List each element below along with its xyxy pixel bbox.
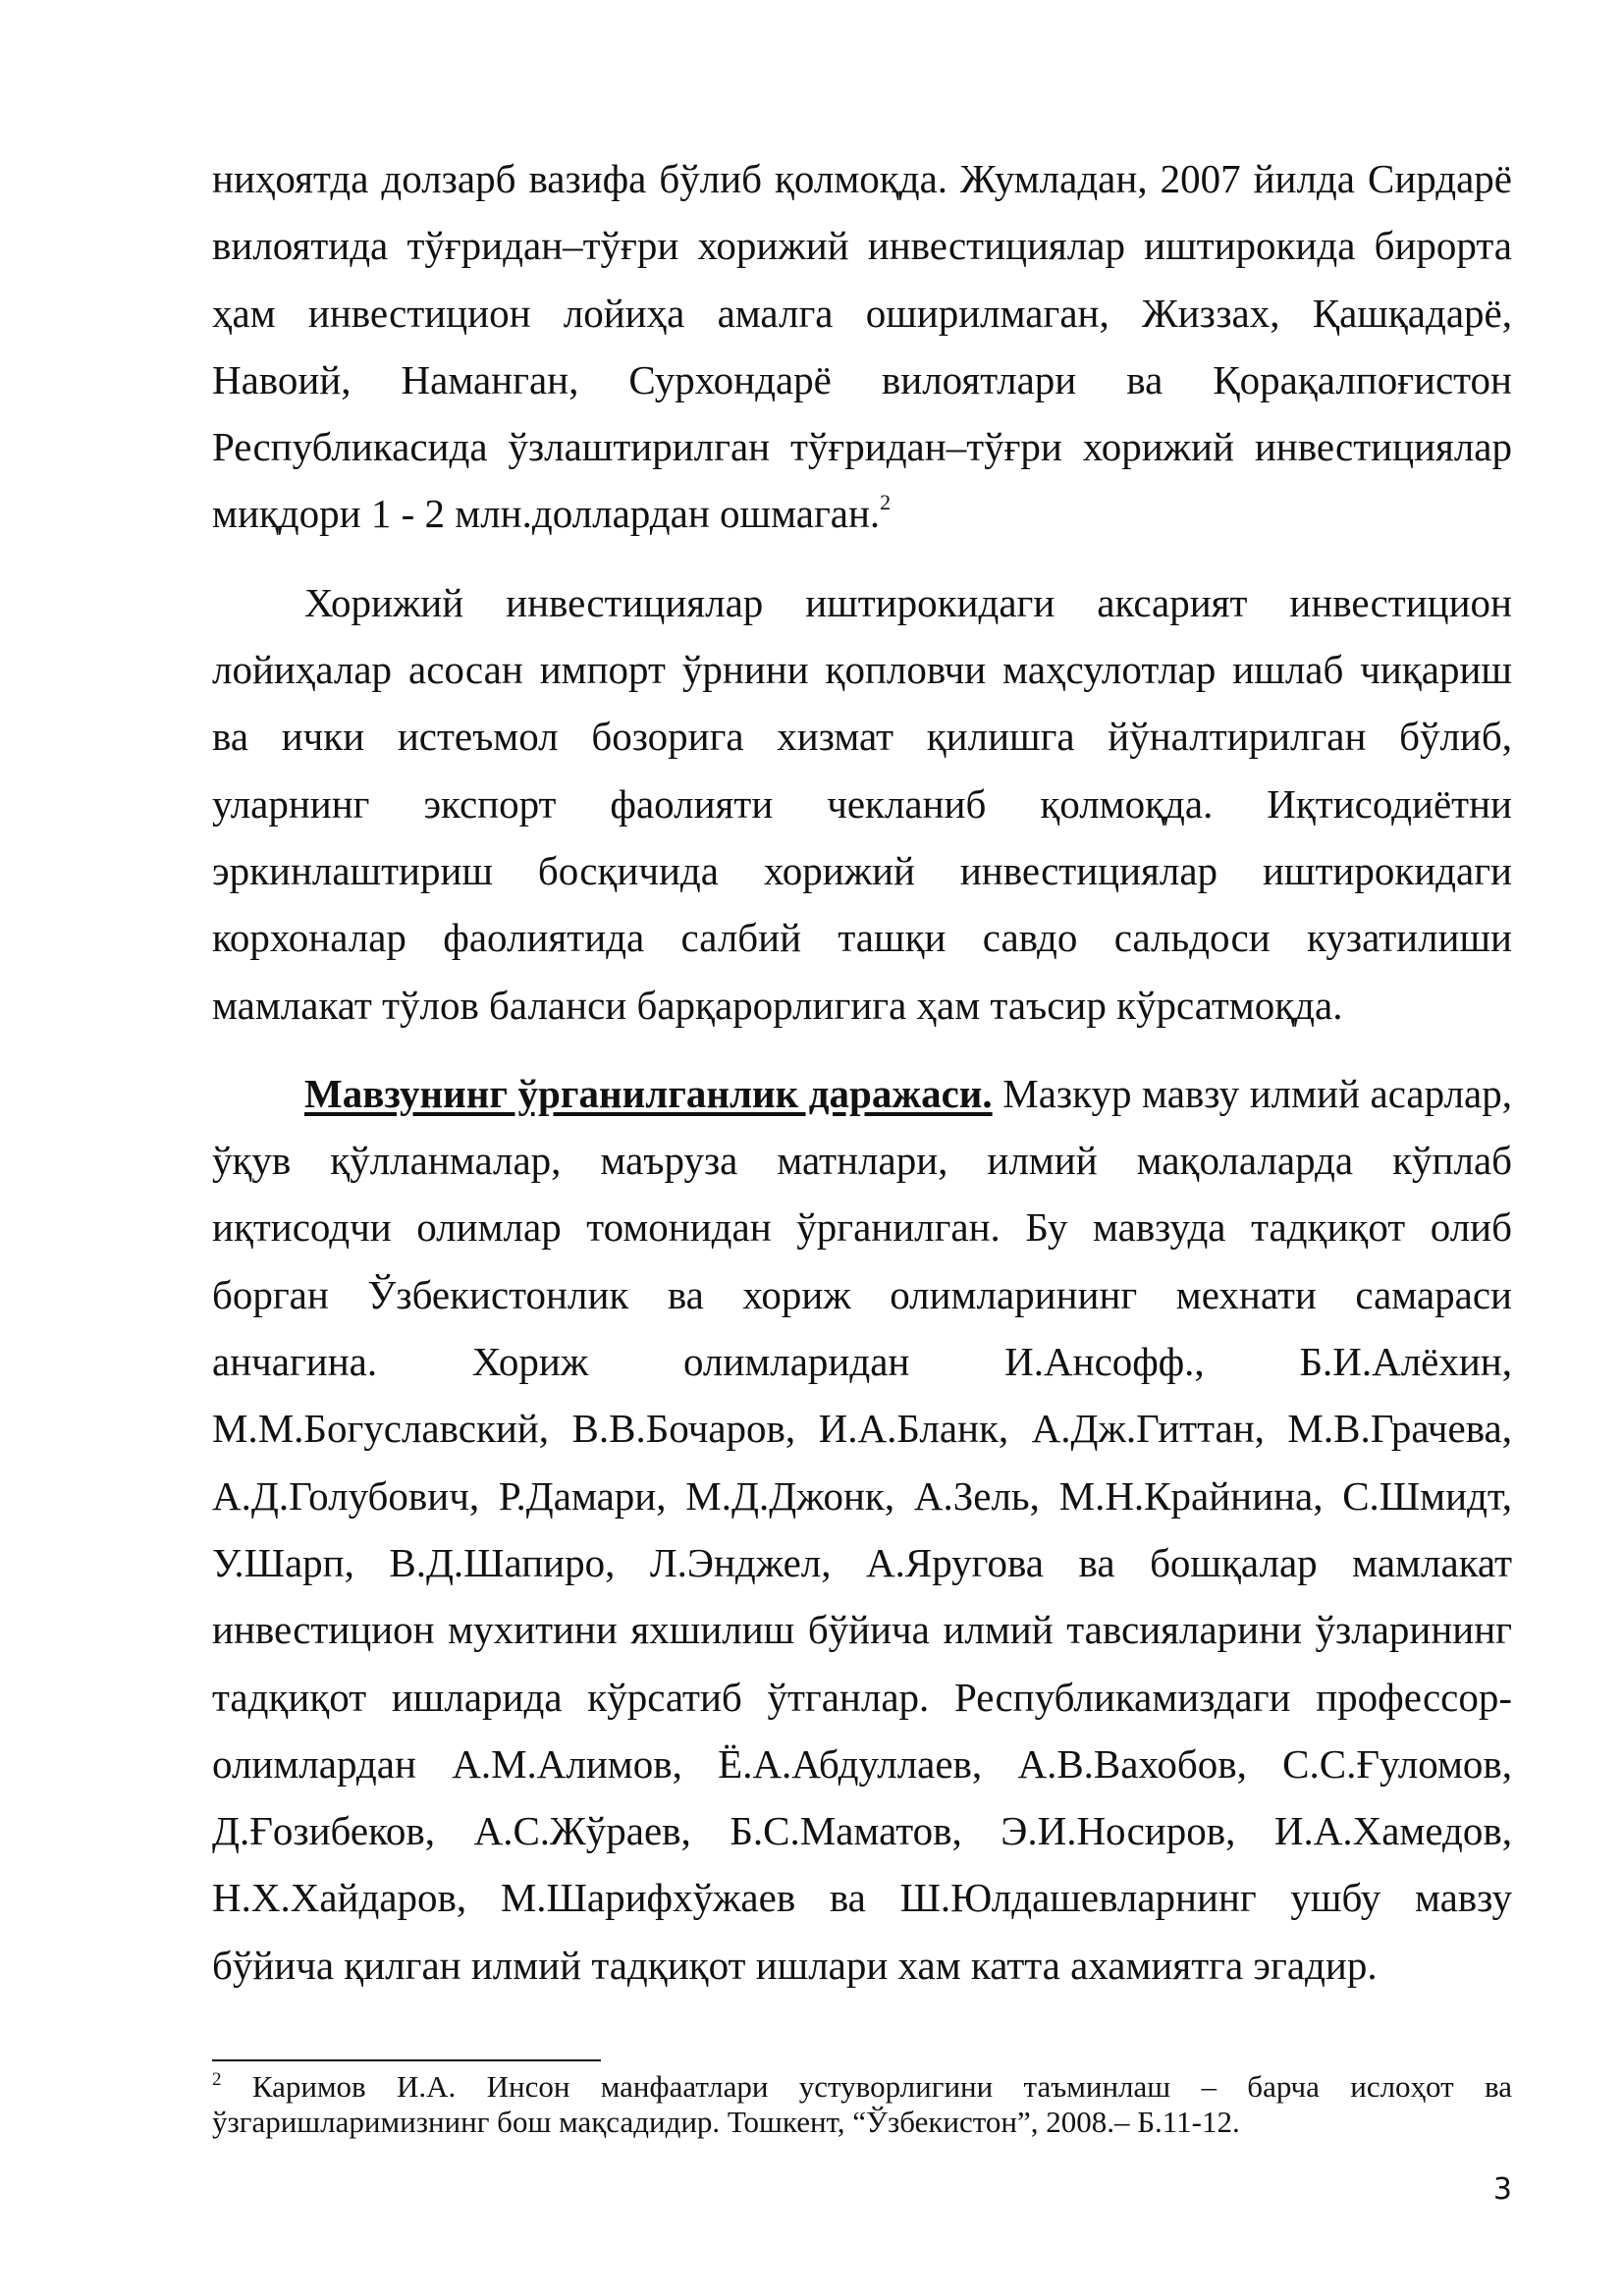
body-text <box>212 145 1512 1999</box>
paragraph-1-text: ниҳоятда долзарб вазифа бўлиб қолмоқда. Жумладан, 2007 йилда Сирдарё вилоятида тўғридан–тўғри хорижий инвестициялар иштирокида бирорта ҳам инвестицион лойиҳа амалга оширилмаган, Жиззах, Қашқадарё, Навоий, Наманган, Сурхондарё вилоятлари ва Қорақалпоғистон Республикасида ўзлаштирилган тўғридан–тўғри хорижий инвестициялар миқдори 1 - 2 млн.доллардан ошмаган. <box>212 156 1512 537</box>
page-number: 3 <box>1492 2172 1512 2207</box>
footnote <box>212 2069 1512 2140</box>
paragraph-3-text: Мазкур мавзу илмий асарлар, ўқув қўлланмалар, маъруза матнлари, илмий мақолаларда кўплаб иқтисодчи олимлар томонидан ўрганилган. Бу мавзуда тадқиқот олиб борган Ўзбекистонлик ва хориж олимларининг мехнати самараси анчагина. Хориж олимларидан И.Ансофф., Б.И.Алёхин, М.М.Богуславский, В.В.Бочаров, И.А.Бланк, А.Дж.Гиттан, М.В.Грачева, А.Д.Голубович, Р.Дамари, М.Д.Джонк, А.Зель, М.Н.Крайнина, С.Шмидт, У.Шарп, В.Д.Шапиро, Л.Энджел, А.Яругова ва бошқалар мамлакат инвестицион мухитини яхшилиш бўйича илмий тавсияларини ўзларининг тадқиқот ишларида кўрсатиб ўтганлар. Республикамиздаги профессор-олимлардан А.М.Алимов, Ё.А.Абдуллаев, А.В.Вахобов, С.С.Ғуломов, Д.Ғозибеков, А.С.Жўраев, Б.С.Маматов, Э.И.Носиров, И.А.Хамедов, Н.Х.Хайдаров, М.Шарифхўжаев ва Ш.Юлдашевларнинг ушбу мавзу бўйича қилган илмий тадқиқот ишлари хам катта ахамиятга эгадир. <box>212 1070 1512 1988</box>
footnote-divider <box>212 2059 601 2061</box>
footnote-text: Каримов И.А. Инсон манфаатлари устуворлигини таъминлаш – барча ислоҳот ва ўзгаришларимизнинг бош мақсадидир. Тошкент, “Ўзбекистон”, 2008.– Б.11-12. <box>212 2069 1512 2139</box>
footnote-reference: 2 <box>880 490 892 515</box>
paragraph-2 <box>212 569 1512 1039</box>
paragraph-2-text: Хорижий инвестициялар иштирокидаги аксарият инвестицион лойиҳалар асосан импорт ўрнини қопловчи маҳсулотлар ишлаб чиқариш ва ички истеъмол бозорига хизмат қилишга йўналтирилган бўлиб, уларнинг экспорт фаолияти чекланиб қолмоқда. Иқтисодиётни эркинлаштириш босқичида хорижий инвестициялар иштирокидаги корхоналар фаолиятида салбий ташқи савдо сальдоси кузатилиши мамлакат тўлов баланси барқарорлигига ҳам таъсир кўрсатмоқда. <box>212 579 1512 1028</box>
footnote-number: 2 <box>212 2069 222 2090</box>
section-heading: Мавзунинг ўрганилганлик даражаси. <box>304 1070 993 1116</box>
paragraph-1 <box>212 145 1512 548</box>
paragraph-3 <box>212 1060 1512 1999</box>
